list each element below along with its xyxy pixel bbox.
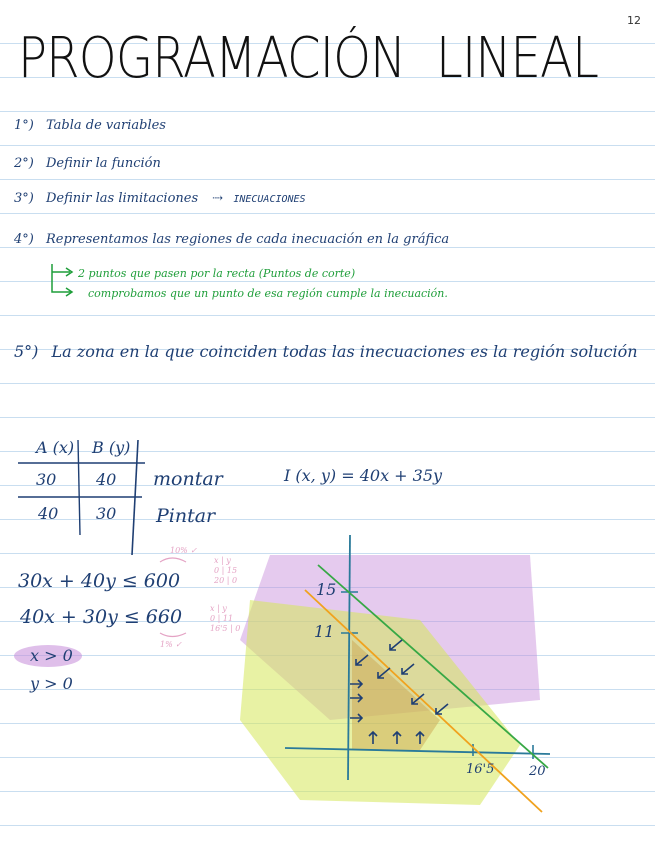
step-number: 3°) [14,191,34,206]
step-text: Representamos las regiones de cada inecuación en la gráfica [45,232,450,247]
step-number: 1°) [14,118,34,133]
arrow-icon: ⇢ [212,191,224,206]
step-text: Tabla de variables [45,118,166,133]
table-cell: 30 [96,504,117,523]
inequality-1: 30x + 40y ≤ 600 [18,570,181,592]
step-number: 2°) [14,156,34,171]
inequality-2: 40x + 30y ≤ 660 [20,606,183,628]
table-cell: 30 [36,470,57,489]
page-title-2: LINEAL [436,26,599,91]
table-cell: 40 [38,504,59,523]
step-number: 5°) [14,342,39,361]
calc-table-1: x | y 0 | 15 20 | 0 [214,556,238,585]
step-text: Definir la función [45,156,161,171]
page-title: PROGRAMACIÓN [18,26,406,91]
note-above-600: 10% ✓ [170,546,198,555]
calc-table-2: x | y 0 | 11 16'5 | 0 [210,604,241,633]
x-label-16-5: 16'5 [466,762,495,777]
y-label-15: 15 [316,580,337,599]
table-row-label: Pintar [156,505,216,527]
objective-function: I (x, y) = 40x + 35y [284,466,443,485]
inecuaciones-label: INECUACIONES [233,194,306,205]
y-label-11: 11 [314,622,335,641]
sub-step-2: comprobamos que un punto de esa región cumple la inecuación. [88,287,448,300]
step-text: La zona en la que coinciden todas las inecuaciones es la región solución [51,342,638,361]
inequality-4: y > 0 [30,674,73,693]
table-header-b: B (y) [92,438,131,457]
page-number: 12 [627,14,641,27]
table-row-label: montar [153,468,223,490]
sub-step-1: 2 puntos que pasen por la recta (Puntos de corte) [78,267,356,280]
x-label-20: 20 [529,764,546,779]
note-below-660: 1% ✓ [160,640,182,649]
step-text: Definir las limitaciones [45,191,199,206]
inequality-3: x > 0 [30,646,73,665]
bracket-arrow-icon [52,264,72,292]
table-cell: 40 [96,470,117,489]
table-header-a: A (x) [36,438,75,457]
table-column-line [78,440,80,535]
step-number: 4°) [14,232,34,247]
